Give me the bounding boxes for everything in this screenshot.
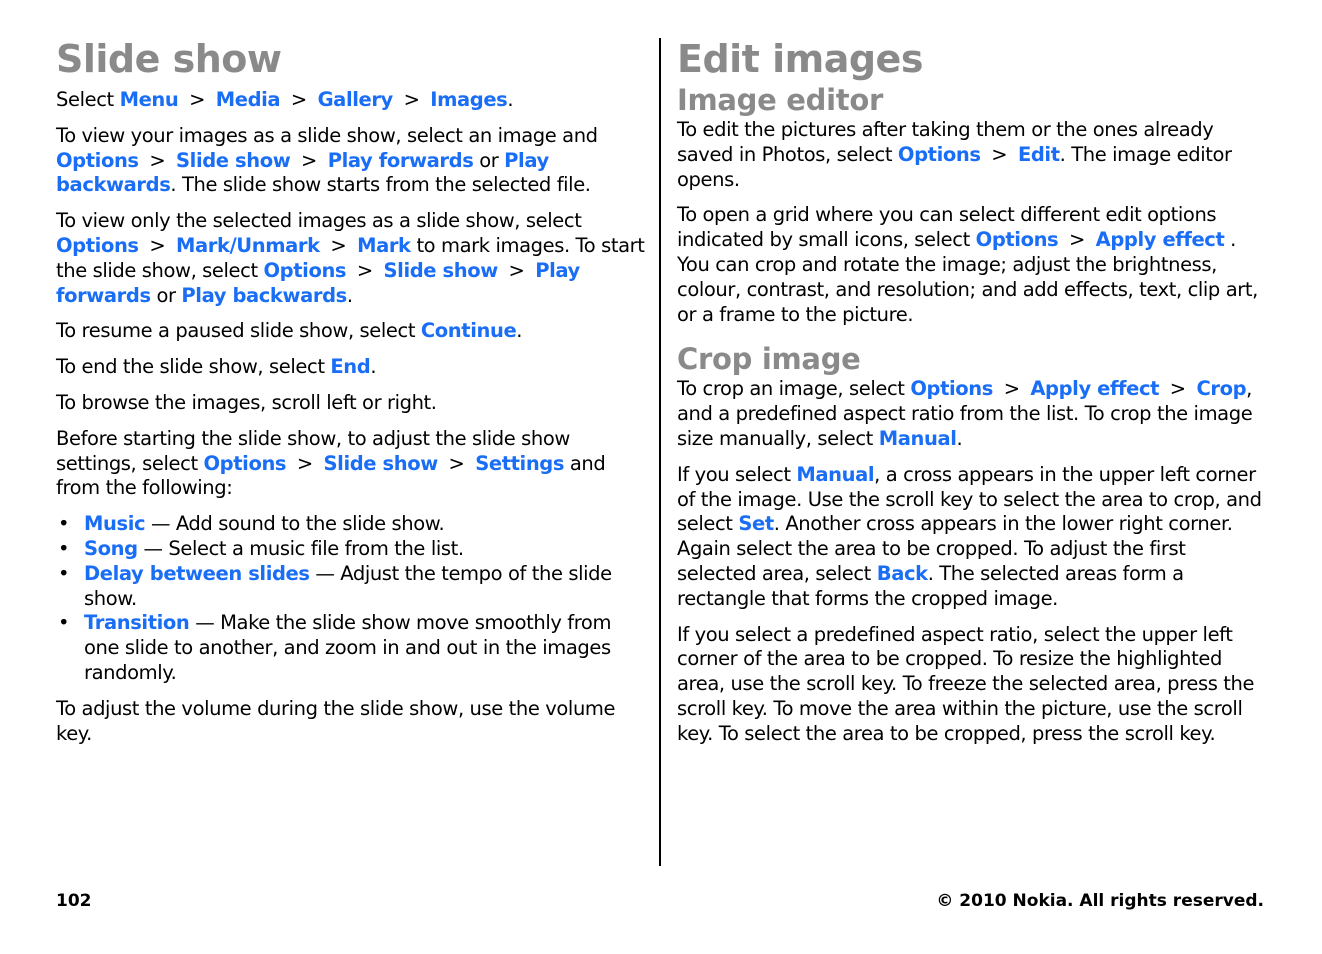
term-settings: Settings — [475, 451, 565, 475]
term-music: Music — [84, 512, 146, 536]
text: or — [150, 283, 182, 307]
separator: > — [508, 258, 525, 282]
separator: > — [356, 258, 373, 282]
text: . The selected areas form a rectangle that forms the cropped image. — [677, 561, 1184, 610]
text: Select — [56, 88, 120, 111]
paragraph-grid — [677, 203, 1267, 327]
subheading-crop-image: Crop image — [677, 342, 861, 377]
paragraph-select-path — [56, 88, 646, 113]
list-item — [56, 611, 646, 685]
paragraph-browse: To browse the images, scroll left or right. — [56, 390, 437, 414]
term-manual: Manual — [878, 426, 957, 450]
separator: > — [149, 233, 166, 257]
text: . — [370, 355, 377, 379]
separator: > — [448, 451, 465, 475]
term-slide-show: Slide show — [176, 148, 291, 172]
term-options: Options — [897, 142, 981, 166]
text: . — [507, 88, 514, 111]
term-slide-show: Slide show — [323, 451, 438, 475]
separator: > — [1169, 377, 1186, 401]
text: If you select — [677, 462, 797, 486]
text: , a cross appears in the upper left corner of the image. Use the scroll key to select the area to crop, and select — [677, 462, 1262, 536]
paragraph-aspect-ratio: If you select a predefined aspect ratio, select the upper left corner of the area to be cropped. To resize the highlighted area, use the scroll key. To freeze the selected area, press the scroll key. To move the area within the picture, use the scroll key. To select the area to be cropped, press the scroll key. — [677, 622, 1255, 745]
paragraph-settings — [56, 427, 646, 501]
term-menu: Menu — [119, 88, 179, 111]
section-title-slide-show: Slide show — [56, 37, 282, 81]
text: To open a grid where you can select different edit options indicated by small icons, select — [677, 203, 1217, 252]
column-divider — [659, 38, 661, 866]
separator: > — [1003, 377, 1020, 401]
section-title-edit-images: Edit images — [677, 37, 923, 81]
text: To edit the pictures after taking them or the ones already saved in Photos, select — [677, 118, 1214, 166]
copyright: © 2010 Nokia. All rights reserved. — [936, 891, 1264, 911]
text: and from the following: — [56, 451, 606, 500]
text: — Add sound to the slide show. — [145, 512, 445, 536]
separator: > — [290, 88, 307, 111]
term-continue: Continue — [420, 319, 517, 343]
term-apply-effect: Apply effect — [1030, 377, 1160, 401]
term-media: Media — [215, 88, 281, 111]
separator: > — [991, 142, 1008, 166]
term-manual: Manual — [796, 462, 875, 486]
text: Before starting the slide show, to adjust the slide show settings, select — [56, 426, 570, 475]
term-back: Back — [876, 561, 928, 585]
text: . Another cross appears in the lower right corner. Again select the area to be cropped. To adjust the first selected area, select — [677, 512, 1233, 585]
text: to mark images. To start the slide show, select — [56, 233, 645, 282]
settings-list — [56, 512, 646, 686]
separator: > — [330, 233, 347, 257]
term-images: Images — [430, 88, 508, 111]
text: To crop an image, select — [677, 377, 911, 401]
paragraph-volume: To adjust the volume during the slide show, use the volume key. — [56, 696, 616, 745]
term-crop: Crop — [1196, 377, 1247, 401]
text: . The image editor opens. — [677, 142, 1232, 191]
page-number: 102 — [56, 891, 92, 911]
paragraph-view-slideshow — [56, 124, 646, 198]
list-item — [56, 512, 646, 537]
term-end: End — [330, 355, 371, 379]
term-transition: Transition — [84, 611, 190, 635]
text: To end the slide show, select — [56, 355, 331, 379]
term-options: Options — [56, 233, 139, 257]
term-mark: Mark — [357, 233, 411, 257]
term-apply-effect: Apply effect — [1095, 228, 1225, 252]
term-edit: Edit — [1017, 142, 1060, 166]
left-column — [56, 36, 646, 757]
term-play-forwards: Play forwards — [327, 148, 474, 172]
paragraph-edit — [677, 118, 1267, 192]
separator: > — [1069, 228, 1085, 252]
separator: > — [296, 451, 313, 475]
term-set: Set — [738, 512, 774, 536]
separator: > — [301, 148, 317, 172]
term-options: Options — [263, 258, 347, 282]
text: . — [346, 283, 353, 307]
paragraph-resume — [56, 319, 646, 344]
separator: > — [189, 88, 206, 111]
term-options: Options — [910, 377, 993, 401]
text: . You can crop and rotate the image; adjust the brightness, colour, contrast, and resolution; and add effects, text, clip art, or a frame to the picture. — [677, 228, 1258, 326]
term-slide-show: Slide show — [383, 258, 498, 282]
paragraph-view-selected — [56, 209, 646, 308]
text: or — [473, 148, 505, 172]
list-item — [56, 562, 646, 612]
term-delay-between-slides: Delay between slides — [84, 561, 310, 585]
term-mark-unmark: Mark/Unmark — [176, 233, 320, 257]
subheading-image-editor: Image editor — [677, 83, 883, 117]
term-play-forwards: Play forwards — [56, 258, 580, 307]
separator: > — [149, 148, 166, 172]
term-options: Options — [56, 148, 139, 172]
text: — Adjust the tempo of the slide show. — [84, 561, 612, 610]
text: . — [956, 426, 963, 450]
list-item — [56, 537, 646, 562]
paragraph-end — [56, 355, 646, 380]
term-play-backwards: Play backwards — [56, 148, 549, 197]
text: — Make the slide show move smoothly from one slide to another, and zoom in and out in the images randomly. — [84, 611, 612, 684]
text: To view your images as a slide show, select an image and — [56, 123, 598, 147]
text: — Select a music file from the list. — [137, 536, 464, 560]
term-song: Song — [84, 536, 138, 560]
text: To resume a paused slide show, select — [56, 319, 421, 343]
term-options: Options — [975, 228, 1059, 252]
term-gallery: Gallery — [317, 88, 393, 111]
paragraph-crop — [677, 377, 1267, 451]
text: , and a predefined aspect ratio from the list. To crop the image size manually, select — [677, 377, 1253, 450]
paragraph-manual — [677, 463, 1267, 612]
separator: > — [403, 88, 420, 111]
term-play-backwards: Play backwards — [181, 283, 347, 307]
text: . — [516, 319, 523, 343]
right-column — [677, 36, 1267, 758]
text: . The slide show starts from the selected file. — [170, 173, 591, 197]
term-options: Options — [203, 451, 287, 475]
text: To view only the selected images as a slide show, select — [56, 209, 582, 233]
